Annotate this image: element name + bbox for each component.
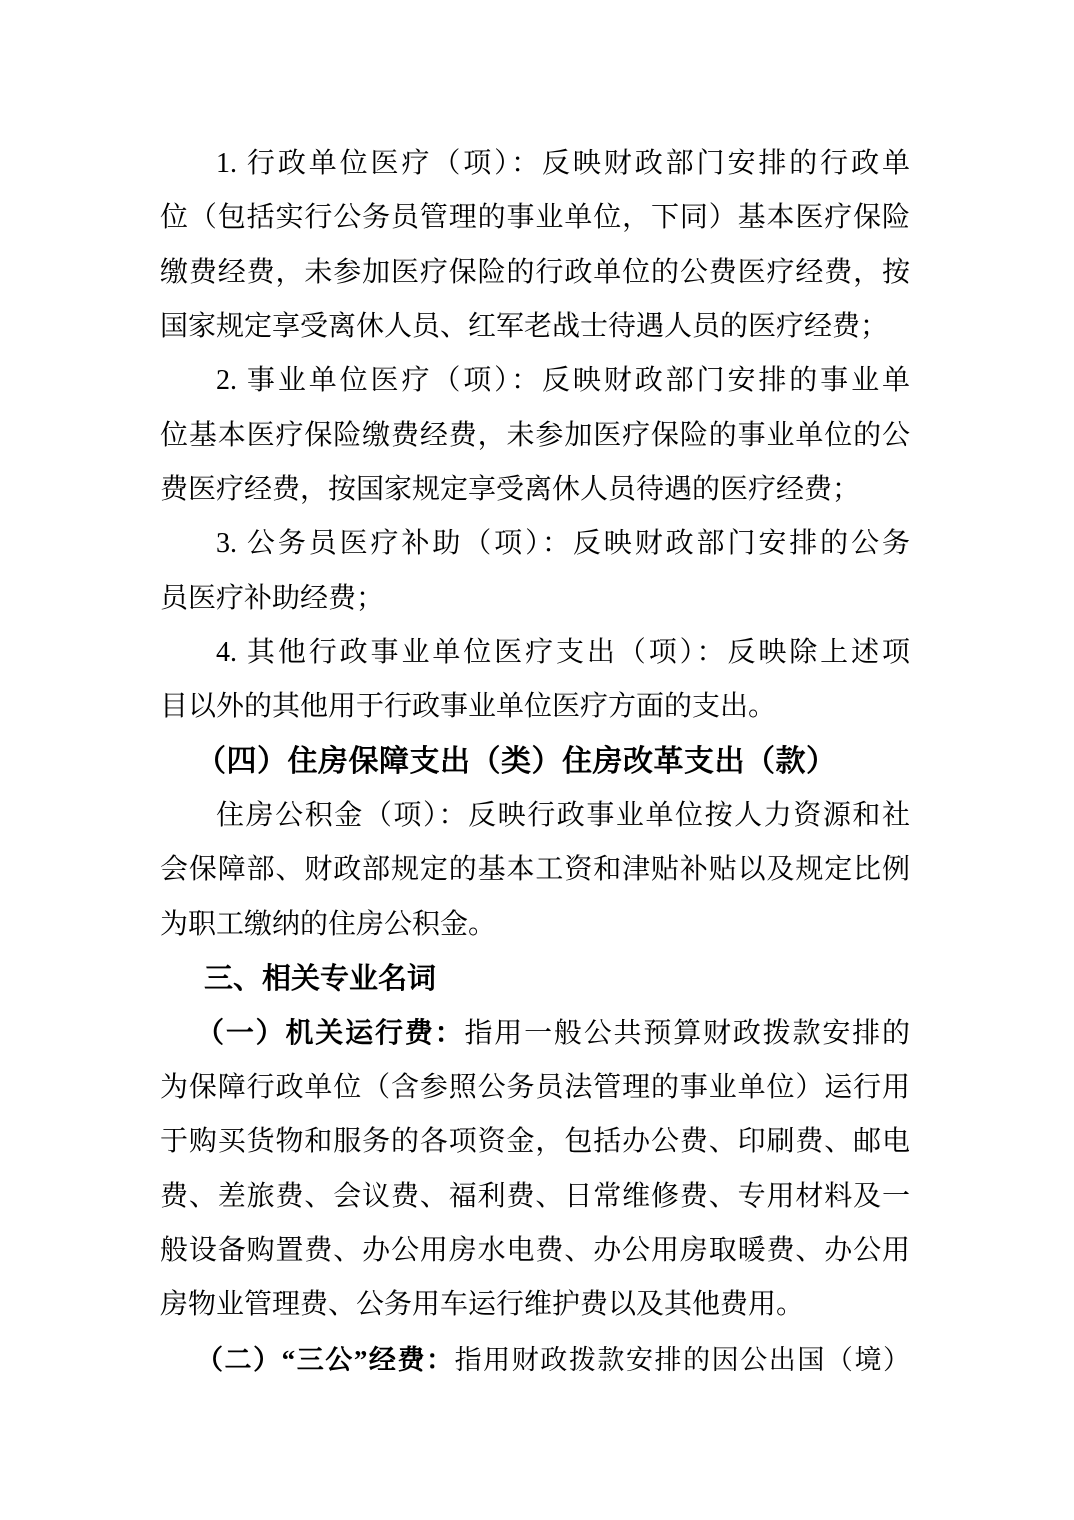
body-line: 住房公积金（项）：反映行政事业单位按人力资源和社	[216, 800, 910, 832]
body-line: 位（包括实行公务员管理的事业单位，下同）基本医疗保险	[160, 202, 910, 234]
body-line: 目以外的其他用于行政事业单位医疗方面的支出。	[160, 691, 777, 723]
body-line: 国家规定享受离休人员、红军老战士待遇人员的医疗经费；	[160, 311, 889, 343]
document-body	[160, 137, 910, 1387]
term-definition-line	[160, 1007, 910, 1061]
body-line: 4. 其他行政事业单位医疗支出（项）：反映除上述项	[216, 637, 910, 669]
body-line: 位基本医疗保险缴费经费，未参加医疗保险的事业单位的公	[160, 419, 910, 451]
section-title-terms: 三、相关专业名词	[204, 963, 437, 996]
body-line: 为职工缴纳的住房公积金。	[160, 908, 497, 940]
term-label: （一）机关运行费：	[196, 1017, 465, 1049]
term-text: 指用一般公共预算财政拨款安排的	[464, 1017, 910, 1049]
body-line: 于购买货物和服务的各项资金，包括办公费、印刷费、邮电	[160, 1126, 910, 1158]
term-definition-line	[160, 1333, 910, 1387]
body-line: 员医疗补助经费；	[160, 582, 385, 614]
body-line: 缴费经费，未参加医疗保险的行政单位的公费医疗经费，按	[160, 256, 910, 288]
body-line: 费、差旅费、会议费、福利费、日常维修费、专用材料及一	[160, 1180, 910, 1212]
body-line: 房物业管理费、公务用车运行维护费以及其他费用。	[160, 1289, 805, 1321]
term-label: （二）“三公”经费：	[196, 1344, 455, 1375]
body-line: 会保障部、财政部规定的基本工资和津贴补贴以及规定比例	[160, 854, 910, 886]
body-line: 3. 公务员医疗补助（项）：反映财政部门安排的公务	[216, 528, 910, 560]
term-text: 指用财政拨款安排的因公出国（境）	[454, 1344, 911, 1375]
body-line: 为保障行政单位（含参照公务员法管理的事业单位）运行用	[160, 1071, 910, 1103]
body-line: 费医疗经费，按国家规定享受离休人员待遇的医疗经费；	[160, 474, 861, 506]
body-line: 2. 事业单位医疗（项）：反映财政部门安排的事业单	[216, 365, 910, 397]
body-line: 般设备购置费、办公用房水电费、办公用房取暖费、办公用	[160, 1234, 910, 1266]
section-heading-housing: （四）住房保障支出（类）住房改革支出（款）	[196, 744, 837, 778]
body-line: 1. 行政单位医疗（项）：反映财政部门安排的行政单	[216, 148, 910, 179]
